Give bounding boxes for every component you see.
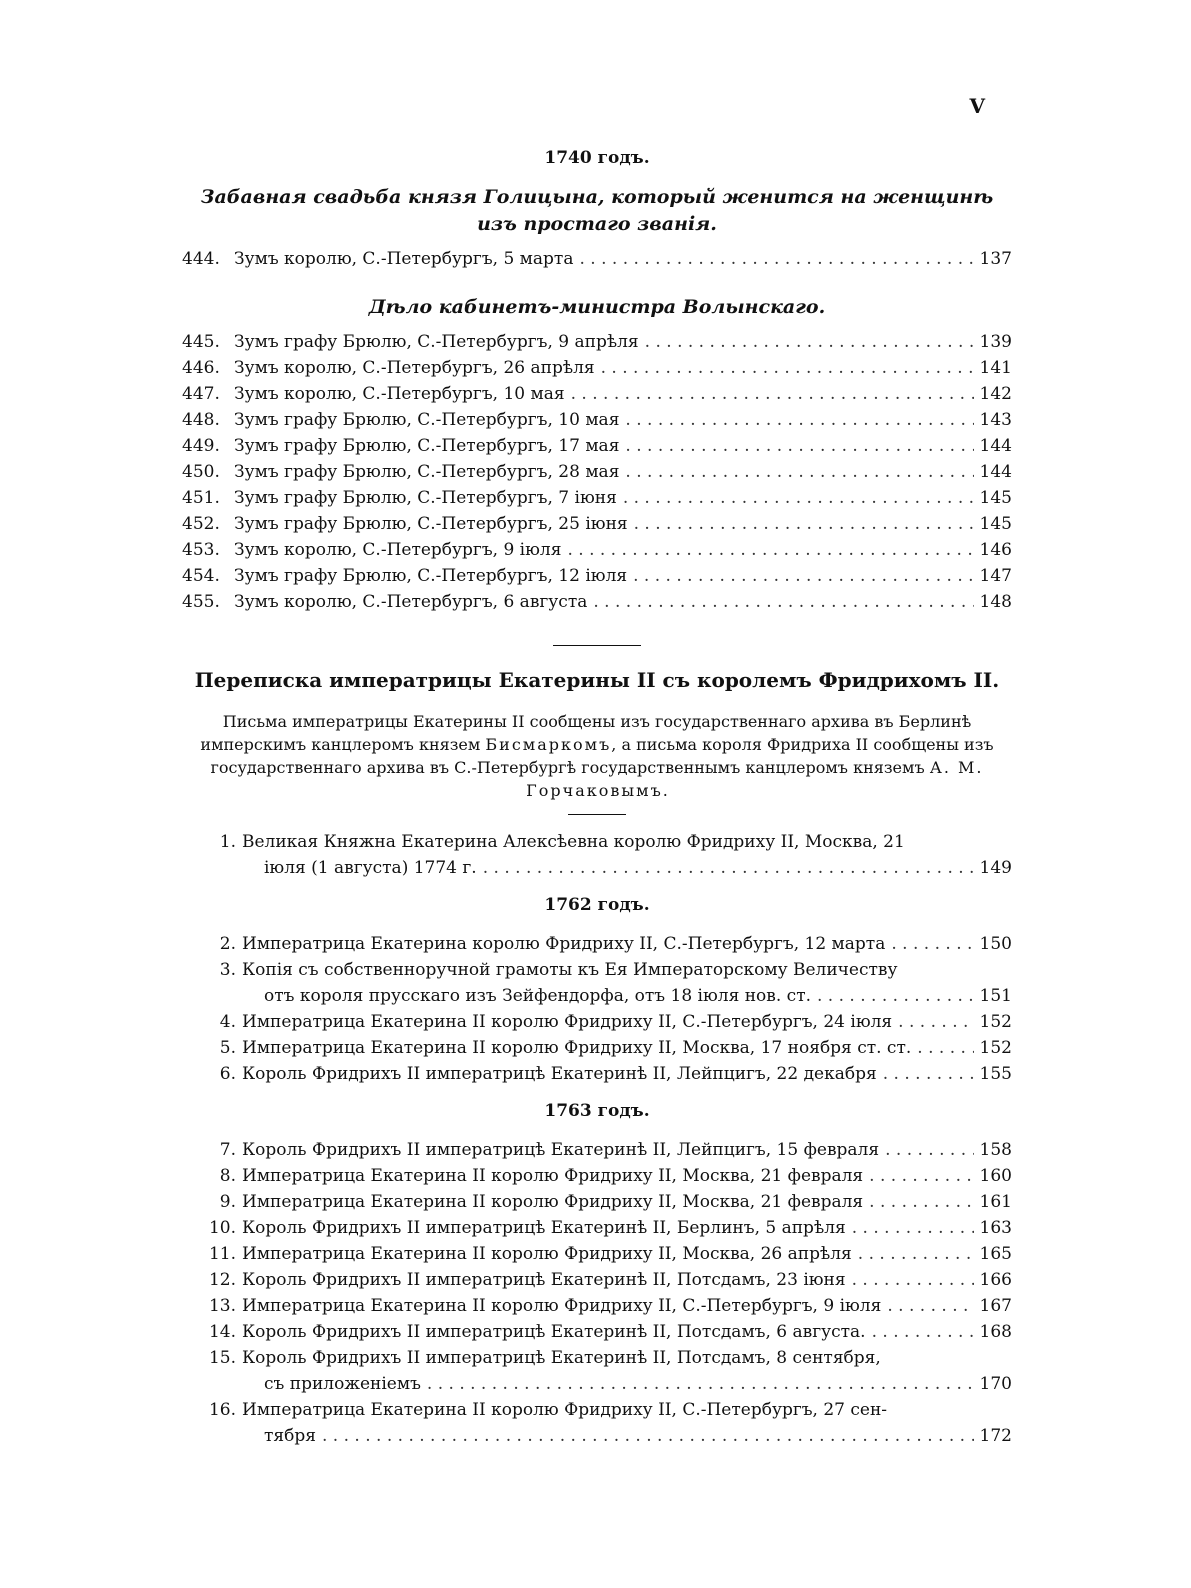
entry-text: Зумъ королю, С.-Петербургъ, 9 іюля [234,540,562,560]
dot-leader [593,589,973,615]
intro-part-2: , а письма короля Фридриха II сообщены изъ государственнаго архива въ С.-Петербургѣ государственнымъ канцлеромъ княземъ [210,735,994,777]
heading-golitsyn-wedding: Забавная свадьба князя Голицына, который женится на женщинѣ изъ простаго званія. [200,186,994,235]
dot-leader [885,1137,973,1163]
entry-number: 454. [182,566,220,586]
entry-page: 170 [979,1374,1012,1394]
dot-leader [883,1061,974,1087]
section-1740 [182,148,1012,615]
entry-number: 10. [208,1218,236,1238]
entry-page: 166 [979,1270,1012,1290]
dot-leader [427,1371,974,1397]
entry-number: 452. [182,514,220,534]
entry-number: 5. [219,1038,236,1058]
entry-number: 12. [208,1270,236,1290]
entry-page: 167 [979,1296,1012,1316]
entry-number: 7. [219,1140,236,1160]
toc-entry [182,511,1012,537]
entry-page: 142 [979,384,1012,404]
entry-text: Императрица Екатерина II королю Фридриху II, С.-Петербургъ, 24 іюля [242,1012,893,1032]
dot-leader [891,931,973,957]
intro-end: . [662,781,668,800]
entry-number: 448. [182,410,220,430]
toc-entry [182,1215,1012,1241]
toc-entry [182,355,1012,381]
entry-text-cont: тября [264,1426,316,1446]
entry-first-line [182,957,1012,983]
toc-entry [182,1241,1012,1267]
heading-volynsky-case: Дѣло кабинетъ-министра Волынскаго. [368,296,826,318]
entry-page: 143 [979,410,1012,430]
entry-text: Зумъ королю, С.-Петербургъ, 5 марта [234,249,574,269]
entry-text: Императрица Екатерина II королю Фридриху II, Москва, 17 ноября ст. ст. [242,1038,912,1058]
toc-entry [182,563,1012,589]
year-heading-1762: 1762 годъ. [544,895,650,915]
entry-number: 444. [182,249,220,269]
entry-page: 141 [979,358,1012,378]
entry-text: Зумъ графу Брюлю, С.-Петербургъ, 9 апрѣля [234,332,639,352]
dot-leader [633,563,973,589]
intro-name-gorchakov: А. М. Горчаковымъ [526,758,984,800]
entry-number: 453. [182,540,220,560]
entry-page: 150 [979,934,1012,954]
entry-text: Король Фридрихъ II императрицѣ Екатеринѣ II, Потсдамъ, 6 августа. [242,1322,866,1342]
dot-leader [872,1319,974,1345]
page-number: V [969,94,985,118]
entry-text: Зумъ графу Брюлю, С.-Петербургъ, 25 іюня [234,514,628,534]
entry-text: Зумъ графу Брюлю, С.-Петербургъ, 17 мая [234,436,620,456]
toc-entry [182,381,1012,407]
entry-page: 144 [979,462,1012,482]
dot-leader [869,1189,973,1215]
entry-page: 145 [979,488,1012,508]
entry-page: 147 [979,566,1012,586]
entry-text: Король Фридрихъ II императрицѣ Екатеринѣ II, Потсдамъ, 23 іюня [242,1270,846,1290]
toc-entry [182,407,1012,433]
entry-text: Король Фридрихъ II императрицѣ Екатеринѣ II, Потсдамъ, 8 сентября, [242,1348,881,1368]
entry-number: 16. [208,1400,236,1420]
dot-leader [579,246,973,272]
entry-page: 137 [979,249,1012,269]
toc-entry [182,1061,1012,1087]
entry-text: Король Фридрихъ II императрицѣ Екатеринѣ II, Лейпцигъ, 15 февраля [242,1140,880,1160]
entry-text: Зумъ королю, С.-Петербургъ, 10 мая [234,384,565,404]
entry-continuation [182,983,1012,1009]
entry-text: Зумъ графу Брюлю, С.-Петербургъ, 28 мая [234,462,620,482]
entry-page: 139 [979,332,1012,352]
entry-text: Король Фридрихъ II императрицѣ Екатеринѣ II, Берлинъ, 5 апрѣля [242,1218,846,1238]
entry-number: 451. [182,488,220,508]
toc-entry [182,589,1012,615]
entry-page: 145 [979,514,1012,534]
dot-leader [887,1293,973,1319]
entry-page: 158 [979,1140,1012,1160]
dot-leader [322,1423,974,1449]
dot-leader [645,329,974,355]
toc-entry [182,329,1012,355]
intro-divider [568,814,626,815]
toc-entry-16 [182,1397,1012,1449]
section-divider [553,645,641,646]
entry-number: 446. [182,358,220,378]
toc-entry-444 [182,246,1012,272]
entry-text: Король Фридрихъ II императрицѣ Екатеринѣ II, Лейпцигъ, 22 декабря [242,1064,877,1084]
dot-leader [625,433,973,459]
entry-number: 455. [182,592,220,612]
entry-number: 15. [208,1348,236,1368]
entry-first-line [182,1397,1012,1423]
entry-page: 148 [979,592,1012,612]
dot-leader [567,537,973,563]
dot-leader [917,1035,973,1061]
dot-leader [898,1009,973,1035]
entry-text: Зумъ графу Брюлю, С.-Петербургъ, 12 іюля [234,566,628,586]
entry-first-line [182,829,1012,855]
toc-entry-15 [182,1345,1012,1397]
toc-entry [182,1137,1012,1163]
dot-leader [625,407,973,433]
entry-text: Зумъ королю, С.-Петербургъ, 6 августа [234,592,588,612]
toc-entry [182,1267,1012,1293]
entry-number: 14. [208,1322,236,1342]
toc-entry [182,433,1012,459]
entry-page: 155 [979,1064,1012,1084]
toc-entry [182,459,1012,485]
dot-leader [634,511,974,537]
toc-entry [182,1293,1012,1319]
entry-page: 149 [979,858,1012,878]
entry-page: 163 [979,1218,1012,1238]
entry-continuation [182,855,1012,881]
entry-page: 144 [979,436,1012,456]
entry-text: Зумъ королю, С.-Петербургъ, 26 апрѣля [234,358,595,378]
dot-leader [852,1267,974,1293]
entry-number: 3. [219,960,236,980]
dot-leader [571,381,974,407]
dot-leader [483,855,974,881]
entry-text: Императрица Екатерина II королю Фридриху II, С.-Петербургъ, 9 іюля [242,1296,882,1316]
entry-number: 13. [208,1296,236,1316]
entry-text: Зумъ графу Брюлю, С.-Петербургъ, 7 іюня [234,488,617,508]
entry-first-line [182,1345,1012,1371]
entry-page: 151 [979,986,1012,1006]
toc-entry [182,1009,1012,1035]
entry-number: 450. [182,462,220,482]
entry-page: 146 [979,540,1012,560]
entry-page: 168 [979,1322,1012,1342]
entry-text: Императрица Екатерина II королю Фридриху II, Москва, 21 февраля [242,1192,864,1212]
toc-entry-2 [182,931,1012,957]
toc-entry [182,1189,1012,1215]
entry-page: 161 [979,1192,1012,1212]
entry-page: 165 [979,1244,1012,1264]
entry-number: 8. [219,1166,236,1186]
entry-text-cont: отъ короля прусскаго изъ Зейфендорфа, отъ 18 іюля нов. ст. [264,986,811,1006]
toc-entry [182,485,1012,511]
entry-text-cont: съ приложеніемъ [264,1374,421,1394]
dot-leader [817,983,974,1009]
correspondence-intro [182,710,1012,802]
entry-number: 445. [182,332,220,352]
toc-entry [182,1319,1012,1345]
entry-number: 1. [219,832,236,852]
toc-entry [182,1035,1012,1061]
entry-page: 152 [979,1038,1012,1058]
entry-continuation [182,1423,1012,1449]
dot-leader [601,355,974,381]
entry-number: 447. [182,384,220,404]
entry-number: 6. [219,1064,236,1084]
entry-page: 152 [979,1012,1012,1032]
year-heading-1763: 1763 годъ. [544,1101,650,1121]
entry-number: 11. [208,1244,236,1264]
toc-entry [182,1163,1012,1189]
entry-number: 2. [219,934,236,954]
document-body [182,148,1012,1449]
entries-445-455 [182,329,1012,615]
entry-number: 9. [219,1192,236,1212]
entry-text: Императрица Екатерина II королю Фридриху II, С.-Петербургъ, 27 сен- [242,1400,888,1420]
toc-entry [182,537,1012,563]
dot-leader [623,485,974,511]
toc-entry-3 [182,957,1012,1009]
entry-number: 449. [182,436,220,456]
entry-text: Императрица Екатерина II королю Фридриху II, Москва, 26 апрѣля [242,1244,852,1264]
entry-text-cont: іюля (1 августа) 1774 г. [264,858,477,878]
intro-part-1: Письма императрицы Екатерины II сообщены изъ государственнаго архива въ Берлинѣ имперскимъ канцлеромъ князем [200,712,972,754]
dot-leader [869,1163,973,1189]
section-correspondence [182,668,1012,1449]
entry-text: Императрица Екатерина II королю Фридриху II, Москва, 21 февраля [242,1166,864,1186]
entry-text: Копія съ собственноручной грамоты къ Ея Императорскому Величеству [242,960,898,980]
year-heading-1740: 1740 годъ. [544,148,650,168]
correspondence-title: Переписка императрицы Екатерины II съ королемъ Фридрихомъ II. [194,668,1000,692]
entry-number: 4. [219,1012,236,1032]
entry-text: Императрица Екатерина королю Фридриху II, С.-Петербургъ, 12 марта [242,934,886,954]
dot-leader [625,459,973,485]
entry-text: Зумъ графу Брюлю, С.-Петербургъ, 10 мая [234,410,620,430]
entry-page: 160 [979,1166,1012,1186]
dot-leader [852,1215,974,1241]
entry-text: Великая Княжна Екатерина Алексѣевна королю Фридриху II, Москва, 21 [242,832,905,852]
dot-leader [858,1241,974,1267]
entry-page: 172 [979,1426,1012,1446]
toc-entry-1 [182,829,1012,881]
intro-name-bismarck: Бисмаркомъ [485,735,612,754]
entry-continuation [182,1371,1012,1397]
